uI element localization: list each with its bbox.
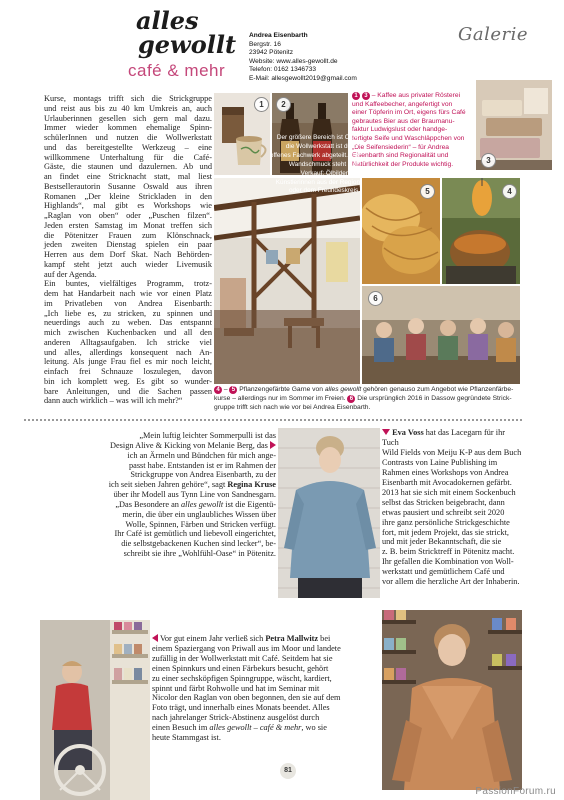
caption-top-right-line: Natürlichkeit der Produkte wichtig. [352,160,454,168]
article-line: Bestsellerautorin Susanne Oswald aus ihren [44,181,212,191]
caption-top-right-line-0: 1 3 – Kaffee aus privater Rösterei [352,92,474,101]
name-regina: Regina Kruse [227,480,276,490]
section-title: Galerie [458,24,529,45]
photo-petra [40,620,150,800]
arrow-right-icon [270,441,276,449]
photo-soap [476,80,552,170]
caption-badge-6: 6 [347,395,355,403]
article-line: kampf steht jetzt auch wieder Livemusik [44,259,212,269]
profile-regina-text: „Mein luftig leichter Sommerpulli ist das Design Alive & Kicking von Melanie Berg, das ich an Ärmeln und Bündchen für mich ange- passt habe. Entstanden ist er im Rahmen der Strickgruppe von Andrea Eisenbarth, zu der ich seit sieben Jahren gehöre“, sagt Regina Kruse über ihr Modell aus Tynn Line von Sandnesgarn. „Das Besondere an alles gewollt ist die Eigentü- merin, die über ein unglaubliches Wissen über Wolle, Spinnen, Färben und Stricken verfügt. Ihr Café ist gemütlich und liebevoll eingerichtet, die selbstgebackenen Kuchen sind lecker“, be- schreibt sie ihre „Wohlfühl-Oase“ in Pötenitz. [108,431,276,559]
logo [128,6,240,88]
address-phone: Telefon: 0162 1346733 [249,66,317,74]
article-line: willkommene Unterhaltung für die Café- [44,152,212,162]
article-line: Herren aus dem Dorf Skat. Nach Behörden- [44,250,212,259]
caption-overlay-line: Künstlerinnen aus der Region [275,178,360,186]
article-line: bin ich komplett weg. Es gibt so wunder- [44,376,212,386]
logo-line-alles: alles [136,6,199,35]
caption-overlay-line: offenes Fachwerk abgeteilt. Der [269,151,360,159]
caption-top-right-line: und Kaffeebecher, angefertigt von [352,100,453,108]
photo-number-2: 2 [276,97,291,112]
page-number: 81 [280,763,296,779]
photo-number-6: 6 [368,291,383,306]
address-block [249,32,379,84]
address-city: 23942 Pötenitz [249,49,293,57]
caption-top-right-line: „Die Seifensiederin“ – für Andrea [352,143,450,151]
caption-overlay-text [260,134,360,196]
logo-line-cafe: café & mehr [128,61,226,80]
article-line: jeden zweiten Dienstag spielen ein paar [44,240,212,250]
caption-top-right-line: Eisenbarth sind Regionalität und [352,152,449,160]
photo-number-3: 3 [481,153,496,168]
article-line: „Ich liebe es, zu stricken, zu spinnen und [44,308,212,318]
caption-badge-1: 1 [352,92,360,100]
caption-bottom-line-2: kurse – allerdings nur im Sommer im Freien. 6 Die ursprünglich 2016 in Dassow gegründete Strick- [214,394,512,402]
caption-bottom-line-1: 4 – 5 Pflanzengefärbte Garne von alles gewollt gehören genauso zum Angebot wie Pflanzenfärbe- [214,386,524,395]
caption-badge-5: 5 [229,386,237,394]
caption-badge-3: 3 [362,92,370,100]
photo-number-1: 1 [254,97,269,112]
article-line: bare Anleitungen, und die Sachen passen [44,386,212,396]
section-divider [24,419,522,421]
article-line: Jeden ersten Samstag im Monat treffen sich [44,220,212,230]
knitting-group-illustration [362,286,520,384]
address-website[interactable]: Website: www.alles-gewollt.de [249,57,338,65]
caption-bottom [214,386,524,412]
article-line: Gäste, die staunen und dazulernen. Ab und [44,162,212,172]
eva-portrait [382,610,522,790]
caption-top-right-line: gebrautes Bier aus der Braumanu- [352,117,455,125]
article-line: und alles, allerdings konsequent nach An- [44,347,212,357]
photo-number-4: 4 [502,184,517,199]
article-line: im Privatleben von Andrea Eisenbarth: [44,298,212,308]
logo-line-gewollt: gewollt [138,30,237,59]
article-line: schülerInnen und nutzen die Wollwerkstatt [44,133,212,142]
photo-number-5: 5 [420,184,435,199]
address-name: Andrea Eisenbarth [249,32,308,39]
article-line: und das bereitgestellte Werkzeug – eine [44,142,212,152]
arrow-down-icon [382,429,390,435]
article-line: Romanen „Der kleine Strickladen in den [44,191,212,201]
article-line: dann auch wirklich – was will ich mehr?“ [44,396,183,406]
address-street: Bergstr. 16 [249,40,281,48]
name-eva: Eva Voss [392,428,424,437]
article-line: Ein buntes, vielfältiges Programm, trotz- [44,279,212,289]
photo-regina [278,428,380,598]
caption-top-right-line: faktur Ludwigslust oder handge- [352,126,448,134]
article-line: einfach frei Schnauze loszulegen, davon [44,367,212,376]
caption-overlay-line: oder dem Freundeskreis. [288,187,360,195]
article-line: und reist aus bis zu 40 km Umkreis an, auch [44,103,212,113]
article-line: dem hat Handarbeit nach wie vor einen Platz [44,289,212,298]
article-text [44,94,212,406]
caption-overlay-line: Wandschmuck steht zum [288,160,360,168]
article-line: Kurse, montags trifft sich die Strickgruppe [44,94,212,103]
caption-badge-4: 4 [214,386,222,394]
article-line: „Raglan von oben“ oder „Puschen filzen“. [44,211,212,220]
article-line: mich zwischen Kuchenbacken und all den [44,328,212,337]
caption-bottom-line-3: gruppe trifft sich nach wie vor bei Andrea Eisenbarth. [214,403,371,411]
photo-dyeing [442,178,520,284]
caption-overlay-line: die Wollwerkstatt ist durch [285,142,360,150]
article-line: anderen Alltagsaufgaben. Ich stricke viel [44,337,212,347]
article-line: leitung. Als junge Frau fiel es mir noch leicht, [44,357,212,367]
article-line: Immer wieder kommen ehemalige Spinn- [44,123,212,133]
caption-top-right-line: einer Töpferin im Ort, eigens fürs Café [352,109,466,117]
article-line: neuerdings auch zu weben. Das entspannt [44,318,212,328]
article-line: Highlands“, mal gibt es Workshops wie [44,201,212,211]
caption-overlay-line: Der größere Bereich ist Café, [276,134,360,141]
photo-interior [214,178,360,384]
profile-eva-text: Eva Voss hat das Lacegarn für ihr Tuch Wild Fields von Meiju K-P aus dem Buch Contrasts von Laine Publishing im Rahmen eines Workshops von Andrea Eisenbarth mit Avocadokernen gefärbt. 2013 hat sie sich mit einem Sockenbuch selbst das Stricken beigebracht, dann etwas pausiert und schreibt seit 2020 ihre ganz persönliche Strickgeschichte fort, mit jedem Projekt, das sie strickt, und mit jeder Bekanntschaft, die sie z. B. beim Stricktreff in Pötenitz macht. Ihr gefallen die Kombination von Woll- werkstatt und gemütlichem Café und vor allem die herzliche Art der Inhaberin. [382,428,522,587]
photo-eva [382,610,522,790]
article-line: Urlauberinnen gesellen sich gern mal dazu. [44,113,212,123]
caption-top-right [352,92,474,169]
petra-portrait [40,620,150,800]
profile-petra-text: Vor gut einem Jahr verließ sich Petra Mallwitz bei einem Spaziergang von Priwall aus im Moor und landete zufällig in der Wollwerkstatt mit Café. Seitdem hat sie einen Spinnkurs und einen Färbekurs besucht, gehört zu einer sechsköpfigen Spinngruppe, wäscht, kardiert, spinnt und färbt Rohwolle und hat im Seminar mit Nicolor den Raglan von oben begonnen, den sie auf dem Foto trägt, und innerhalb eines Monats beendet. Alles nach jahrelanger Strick-Abstinenz ausgelöst durch einen Besuch im alles gewollt – café & mehr, wo sie heute Stammgast ist. [152,634,341,743]
article-line: auf der Agenda. [44,269,97,279]
address-email[interactable]: E-Mail: allesgewollt2019@gmail.com [249,74,357,82]
caption-overlay [214,310,360,384]
photo-knitting-group [362,286,520,384]
caption-overlay-line: Verkauf: Ölbilder von [300,169,360,177]
article-line: die Pötenitzer Frauen zum Klönschnack, [44,230,212,240]
regina-portrait [278,428,380,598]
article-line: an findet eine Stricknacht statt, mal liest [44,172,212,181]
watermark: PassionForum.ru [475,786,556,797]
name-petra: Petra Mallwitz [265,634,319,643]
caption-top-right-line: fertigte Seife und Waschläppchen von [352,134,465,142]
photo-yarn [362,178,440,284]
arrow-left-icon [152,634,158,642]
